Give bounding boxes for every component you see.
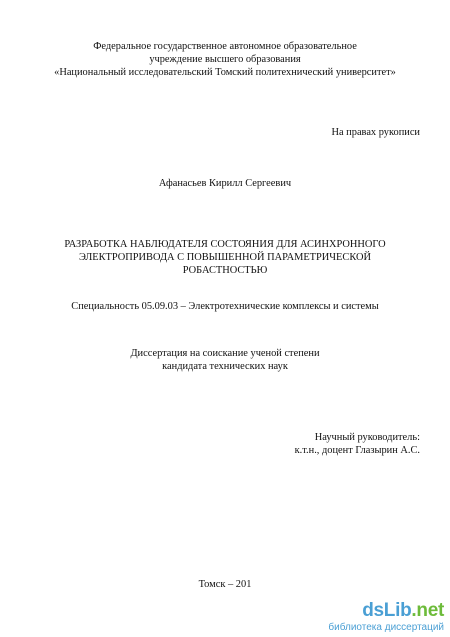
thesis-title-line-3: РОБАСТНОСТЬЮ [182, 265, 268, 276]
supervisor-label: Научный руководитель: [314, 432, 420, 443]
dslib-watermark [328, 600, 444, 633]
dslib-logo [362, 601, 444, 621]
institution-line-3: «Национальный исследовательский Томский политехнический университет» [54, 67, 396, 78]
degree-line-1: Диссертация на соискание ученой степени [130, 348, 320, 359]
degree-line-2: кандидата технических наук [162, 361, 288, 372]
dslib-logo-main: dsLib [362, 600, 412, 621]
dslib-subtitle: библиотека диссертаций [328, 622, 444, 633]
supervisor-name: к.т.н., доцент Глазырин А.С. [294, 445, 420, 456]
thesis-title-line-2: ЭЛЕКТРОПРИВОДА С ПОВЫШЕННОЙ ПАРАМЕТРИЧЕСКОЙ [78, 252, 372, 263]
rights-note: На правах рукописи [331, 127, 420, 138]
institution-line-2: учреждение высшего образования [149, 54, 301, 65]
city-year: Томск – 201 [198, 579, 252, 590]
specialty: Специальность 05.09.03 – Электротехнические комплексы и системы [71, 301, 379, 312]
thesis-title-line-1: РАЗРАБОТКА НАБЛЮДАТЕЛЯ СОСТОЯНИЯ ДЛЯ АСИНХРОННОГО [64, 239, 386, 250]
author-name: Афанасьев Кирилл Сергеевич [158, 178, 292, 189]
dslib-logo-suffix: .net [411, 600, 444, 621]
institution-line-1: Федеральное государственное автономное образовательное [93, 41, 357, 52]
